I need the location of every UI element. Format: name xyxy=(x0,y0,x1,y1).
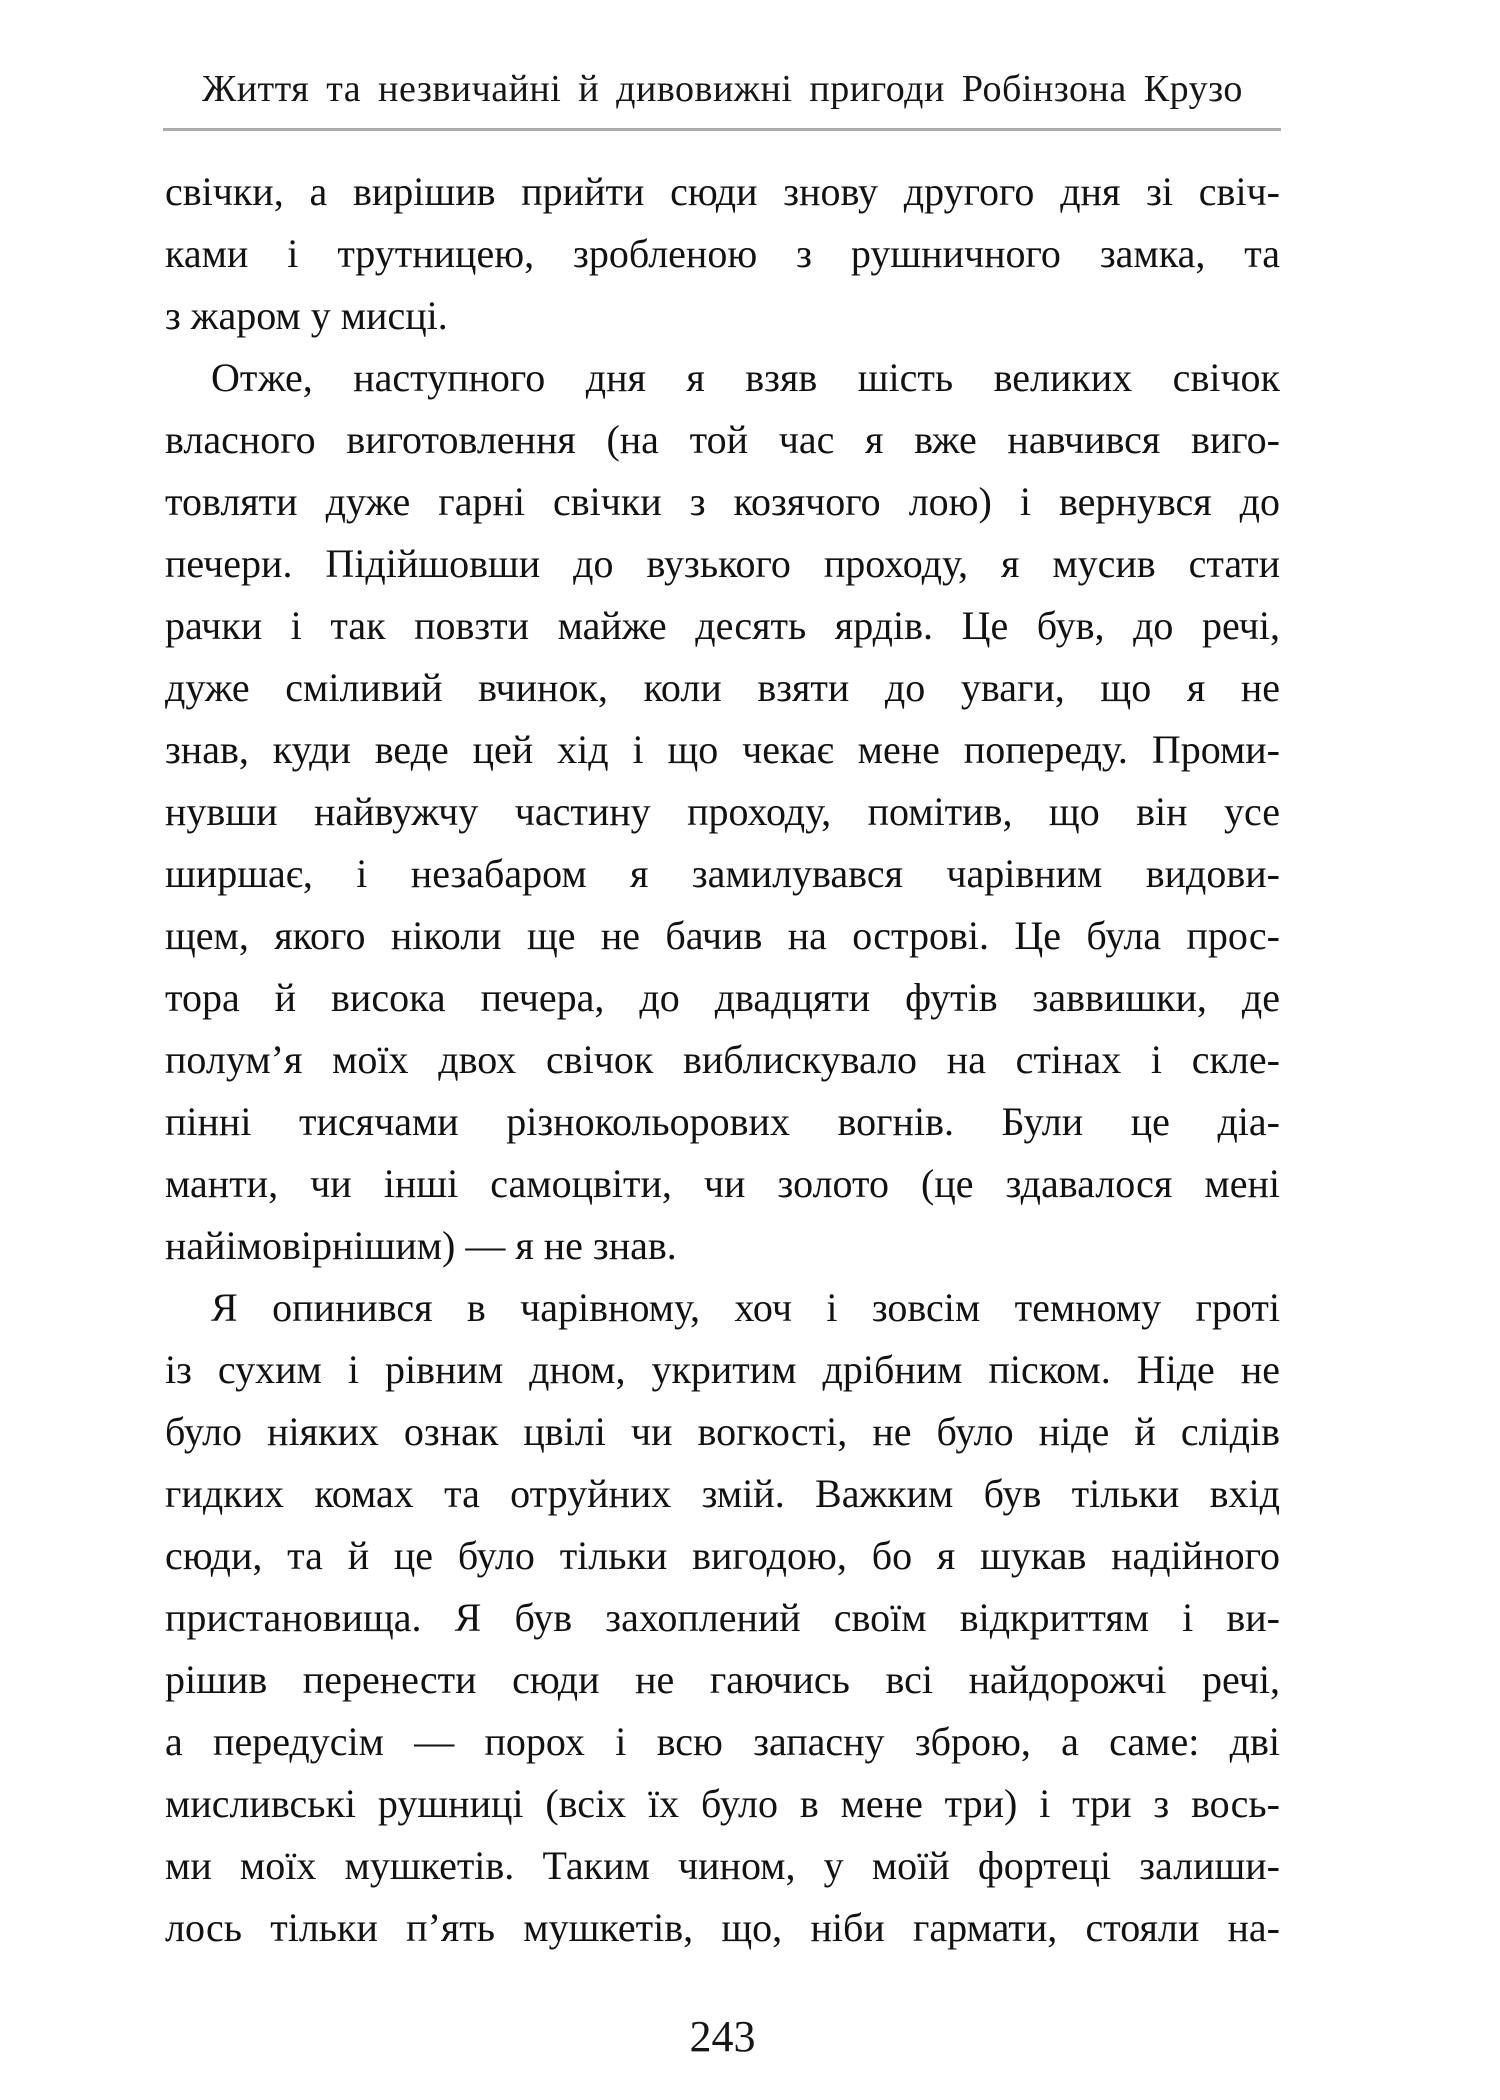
text-line: товляти дуже гарні свічки з козячого лою) і вернувся до xyxy=(165,479,1280,524)
text-line: сюди, та й це було тільки вигодою, бо я шукав надійного xyxy=(165,1533,1280,1578)
text-line: рачки і так повзти майже десять ярдів. Це був, до речі, xyxy=(165,603,1280,648)
text-line: полум’я моїх двох свічок виблискувало на стінах і скле- xyxy=(165,1037,1280,1082)
text-line: щем, якого ніколи ще не бачив на острові. Це була прос- xyxy=(165,913,1280,958)
text-line: Отже, наступного дня я взяв шість великих свічок xyxy=(211,355,1280,400)
text-line: було ніяких ознак цвілі чи вогкості, не було ніде й слідів xyxy=(165,1409,1280,1454)
text-line: із сухим і рівним дном, укритим дрібним піском. Ніде не xyxy=(165,1347,1280,1392)
text-line: власного виготовлення (на той час я вже навчився виго- xyxy=(165,417,1280,462)
text-line: найімовірнішим) — я не знав. xyxy=(165,1223,677,1268)
text-line: лось тільки п’ять мушкетів, що, ніби гармати, стояли на- xyxy=(165,1905,1280,1950)
body-text xyxy=(165,161,1280,1959)
text-line: знав, куди веде цей хід і що чекає мене попереду. Проми- xyxy=(165,727,1280,772)
text-line: а передусім — порох і всю запасну зброю, а саме: дві xyxy=(165,1719,1280,1764)
text-line: манти, чи інші самоцвіти, чи золото (це здавалося мені xyxy=(165,1161,1280,1206)
running-header: Життя та незвичайні й дивовижні пригоди Робінзона Крузо xyxy=(202,68,1243,110)
text-line: мисливські рушниці (всіх їх було в мене три) і три з вось- xyxy=(165,1781,1280,1826)
text-line: пінні тисячами різнокольорових вогнів. Були це діа- xyxy=(165,1099,1280,1144)
text-line: гидких комах та отруйних змій. Важким був тільки вхід xyxy=(165,1471,1280,1516)
text-line: пристановища. Я був захоплений своїм відкриттям і ви- xyxy=(165,1595,1280,1640)
text-line: ми моїх мушкетів. Таким чином, у моїй фортеці залиши- xyxy=(165,1843,1280,1888)
text-line: дуже сміливий вчинок, коли взяти до уваги, що я не xyxy=(165,665,1280,710)
header-rule xyxy=(163,128,1281,131)
text-line: печери. Підійшовши до вузького проходу, я мусив стати xyxy=(165,541,1280,586)
text-line: з жаром у мисці. xyxy=(165,293,448,338)
page-number: 243 xyxy=(689,2012,756,2061)
text-line: тора й висока печера, до двадцяти футів заввишки, де xyxy=(165,975,1280,1020)
text-line: нувши найвужчу частину проходу, помітив, що він усе xyxy=(165,789,1280,834)
text-line: ками і трутницею, зробленою з рушничного замка, та xyxy=(165,231,1280,276)
text-line: рішив перенести сюди не гаючись всі найдорожчі речі, xyxy=(165,1657,1280,1702)
text-line: ширшає, і незабаром я замилувався чарівним видови- xyxy=(165,851,1280,896)
text-line: свічки, а вирішив прийти сюди знову другого дня зі свіч- xyxy=(165,169,1280,214)
text-line: Я опинився в чарівному, хоч і зовсім темному гроті xyxy=(211,1285,1280,1330)
